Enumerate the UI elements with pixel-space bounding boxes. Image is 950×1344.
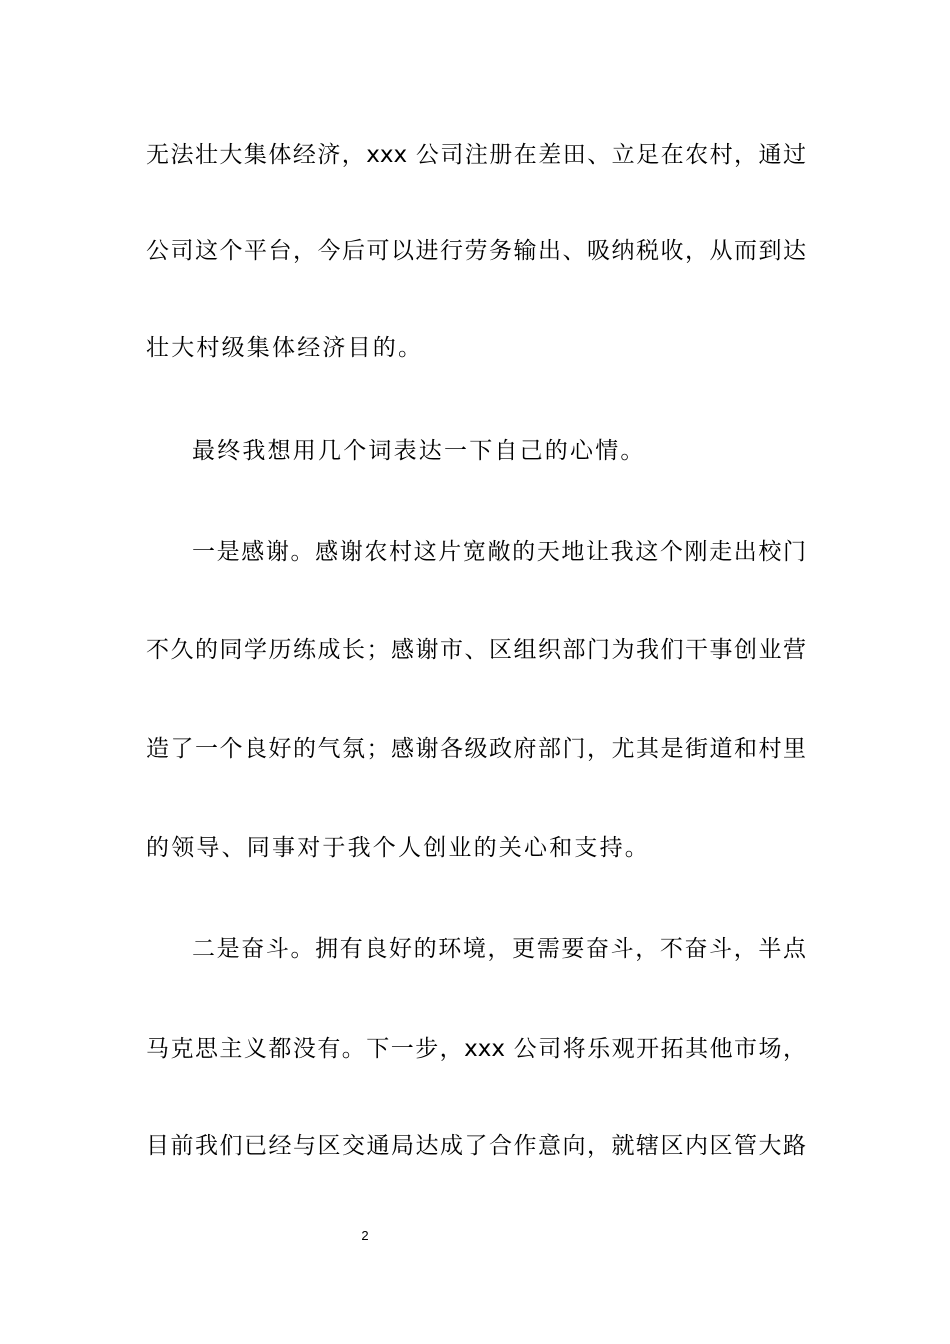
text-line-6: 不久的同学历练成长；感谢市、区组织部门为我们干事创业营 (146, 637, 806, 663)
text-line-8: 的领导、同事对于我个人创业的关心和支持。 (146, 835, 650, 861)
page-number: 2 (361, 1228, 369, 1243)
paragraph-start-line: 最终我想用几个词表达一下自己的心情。 (192, 438, 646, 464)
paragraph-start-line: 二是奋斗。拥有良好的环境，更需要奋斗，不奋斗，半点 (192, 936, 806, 962)
paragraph-start-line: 一是感谢。感谢农村这片宽敞的天地让我这个刚走出校门 (192, 539, 806, 565)
text-line-10: 马克思主义都没有。下一步，xxx 公司将乐观开拓其他市场， (146, 1036, 806, 1062)
text-line-11: 目前我们已经与区交通局达成了合作意向，就辖区内区管大路 (146, 1133, 806, 1159)
text-line-1: 无法壮大集体经济，xxx 公司注册在差田、立足在农村，通过 (146, 142, 806, 168)
text-line-7: 造了一个良好的气氛；感谢各级政府部门，尤其是街道和村里 (146, 736, 806, 762)
text-line-2: 公司这个平台，今后可以进行劳务输出、吸纳税收，从而到达 (146, 238, 806, 264)
text-line-3: 壮大村级集体经济目的。 (146, 335, 424, 361)
